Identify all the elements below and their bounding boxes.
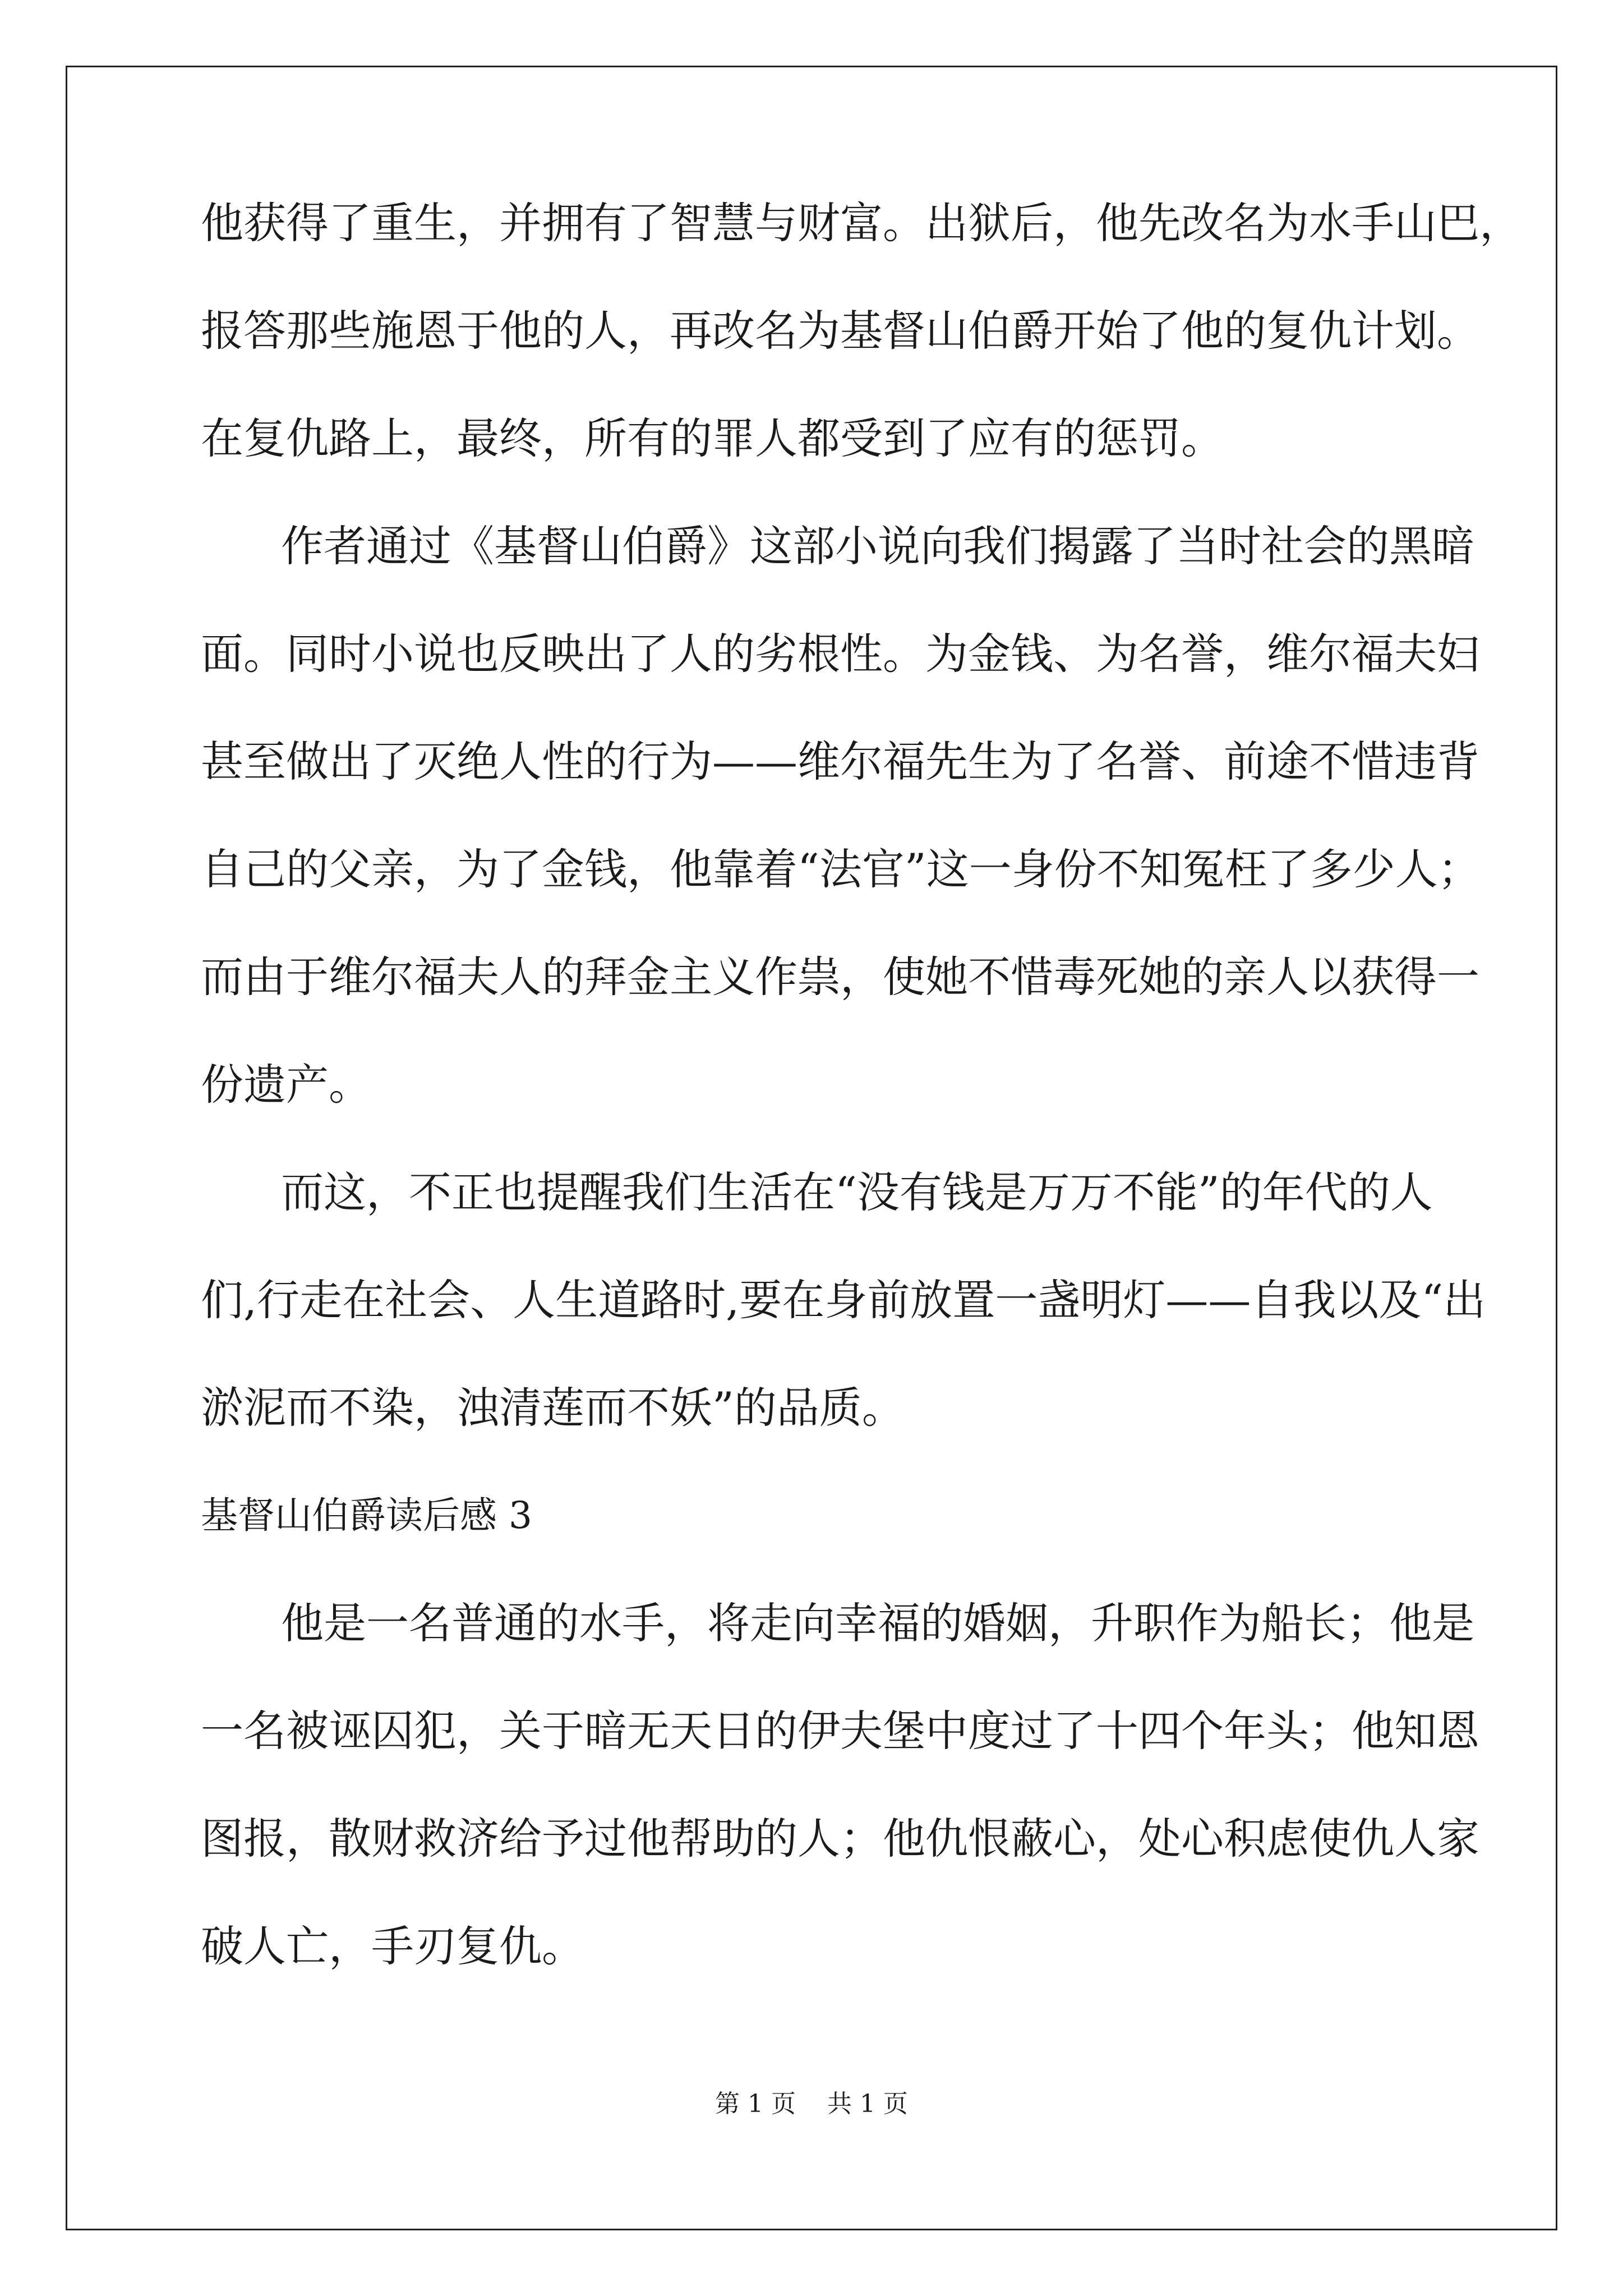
text-line: 图报，散财救济给予过他帮助的人；他仇恨蔽心，处心积虑使仇人家 xyxy=(201,1814,1479,1864)
text-line: 报答那些施恩于他的人，再改名为基督山伯爵开始了他的复仇计划。 xyxy=(201,306,1479,356)
text-line: 而这，不正也提醒我们生活在“没有钱是万万不能”的年代的人 xyxy=(281,1167,1433,1217)
text-line: 淤泥而不染，浊清莲而不妖”的品质。 xyxy=(201,1383,905,1433)
document-body xyxy=(201,198,1522,2033)
text-line: 一名被诬囚犯，关于暗无天日的伊夫堡中度过了十四个年头；他知恩 xyxy=(201,1706,1479,1756)
text-line: 面。同时小说也反映出了人的劣根性。为金钱、为名誉，维尔福夫妇 xyxy=(201,629,1479,679)
paragraph-2 xyxy=(201,521,1481,1110)
text-line: 他是一名普通的水手，将走向幸福的婚姻，升职作为船长；他是 xyxy=(281,1598,1474,1648)
text-line: 们,行走在社会、人生道路时,要在身前放置一盏明灯——自我以及“出 xyxy=(201,1275,1486,1325)
paragraph-1 xyxy=(201,198,1522,463)
paragraph-4 xyxy=(201,1598,1479,1971)
text-line: 作者通过《基督山伯爵》这部小说向我们揭露了当时社会的黑暗 xyxy=(281,521,1474,571)
text-line: 自己的父亲，为了金钱，他靠着“法官”这一身份不知冤枉了多少人； xyxy=(201,844,1481,894)
text-line: 他获得了重生，并拥有了智慧与财富。出狱后，他先改名为水手山巴， xyxy=(201,198,1522,248)
page-footer: 第 1 页 共 1 页 xyxy=(715,2090,908,2118)
text-line: 而由于维尔福夫人的拜金主义作祟，使她不惜毒死她的亲人以获得一 xyxy=(201,952,1479,1002)
text-line: 破人亡，手刃复仇。 xyxy=(201,1921,584,1971)
text-line: 份遗产。 xyxy=(201,1060,371,1110)
paragraph-3 xyxy=(201,1167,1486,1433)
text-line: 在复仇路上，最终，所有的罪人都受到了应有的惩罚。 xyxy=(201,413,1224,463)
text-line: 甚至做出了灭绝人性的行为——维尔福先生为了名誉、前途不惜违背 xyxy=(201,737,1479,786)
section-heading: 基督山伯爵读后感 3 xyxy=(201,1494,532,1537)
